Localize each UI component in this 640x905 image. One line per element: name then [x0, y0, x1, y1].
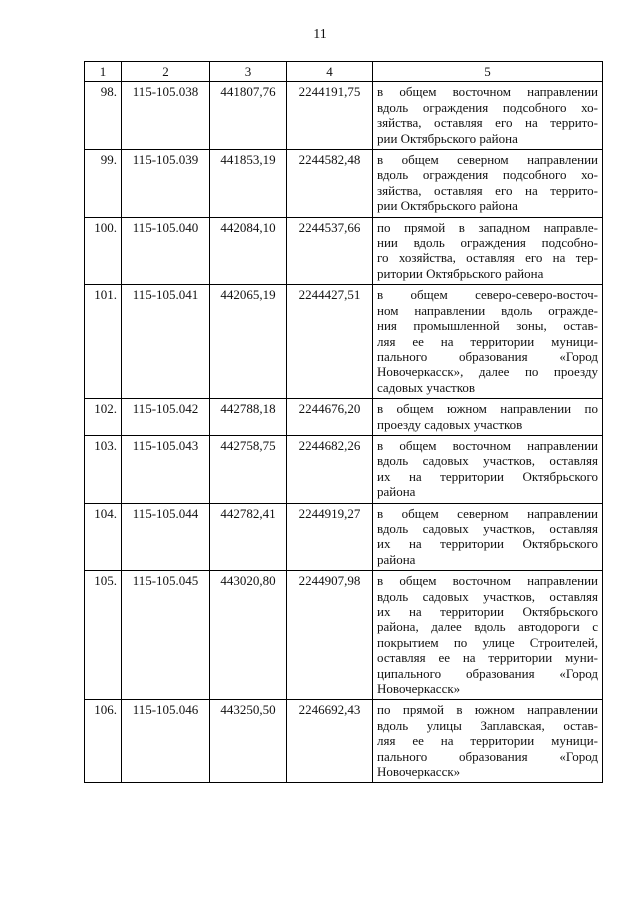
- boundary-description-cell: [373, 150, 603, 218]
- description-line: ляя ее на территории муници-: [377, 733, 598, 749]
- description-line: ния промышленной зоны, остав-: [377, 318, 598, 334]
- y-coordinate-cell: 2244582,48: [287, 150, 373, 218]
- x-coordinate-cell: 442758,75: [210, 435, 287, 503]
- x-coordinate-cell: 443250,50: [210, 700, 287, 783]
- y-coordinate-cell: 2244919,27: [287, 503, 373, 571]
- table-row: [85, 150, 603, 218]
- description-line: рии Октябрьского района: [377, 130, 518, 146]
- description-line: нии вдоль ограждения подсобно-: [377, 235, 598, 251]
- description-line: го хозяйства, оставляя его на тер-: [377, 250, 598, 266]
- description-line: пального образования «Город: [377, 748, 598, 764]
- description-line: садовых участков: [377, 379, 475, 395]
- description-line: по прямой в западном направле-: [377, 219, 598, 235]
- description-line: района, далее вдоль автодороги с: [377, 619, 598, 635]
- description-line: вдоль садовых участков, оставляя: [377, 520, 598, 536]
- y-coordinate-cell: 2246692,43: [287, 700, 373, 783]
- header-col-4: 4: [287, 62, 373, 82]
- description-line: вдоль садовых участков, оставляя: [377, 588, 598, 604]
- boundary-description-cell: [373, 285, 603, 399]
- description-line: покрытием по улице Строителей,: [377, 634, 598, 650]
- x-coordinate-cell: 442084,10: [210, 217, 287, 285]
- table-row: [85, 399, 603, 436]
- header-col-1: 1: [85, 62, 122, 82]
- description-line: проезду садовых участков: [377, 416, 523, 432]
- x-coordinate-cell: 442782,41: [210, 503, 287, 571]
- boundary-description-cell: [373, 82, 603, 150]
- point-code-cell: 115-105.046: [122, 700, 210, 783]
- description-line: зяйства, оставляя его на террито-: [377, 115, 598, 131]
- description-line: вдоль ограждения подсобного хо-: [377, 99, 598, 115]
- point-number-cell: 99.: [85, 150, 122, 218]
- header-col-5: 5: [373, 62, 603, 82]
- description-line: в общем восточном направлении: [377, 573, 598, 589]
- table-row: [85, 503, 603, 571]
- description-line: в общем восточном направлении: [377, 437, 598, 453]
- table-header-row: [85, 62, 603, 82]
- description-line: их на территории Октябрьского: [377, 604, 598, 619]
- y-coordinate-cell: 2244191,75: [287, 82, 373, 150]
- x-coordinate-cell: 443020,80: [210, 571, 287, 700]
- table-row: [85, 435, 603, 503]
- x-coordinate-cell: 441853,19: [210, 150, 287, 218]
- table-row: [85, 571, 603, 700]
- boundary-description-cell: [373, 700, 603, 783]
- boundary-points-table: [84, 61, 603, 783]
- boundary-description-cell: [373, 399, 603, 436]
- description-line: в общем северном направлении: [377, 505, 598, 521]
- description-line: вдоль садовых участков, оставляя: [377, 453, 598, 469]
- description-line: их на территории Октябрьского: [377, 536, 598, 552]
- boundary-description-cell: [373, 571, 603, 700]
- description-line: в общем восточном направлении: [377, 84, 598, 100]
- y-coordinate-cell: 2244907,98: [287, 571, 373, 700]
- table-row: [85, 82, 603, 150]
- table-row: [85, 285, 603, 399]
- description-line: ципального образования «Город: [377, 665, 598, 681]
- description-line: Новочеркасск», далее по проезду: [377, 364, 598, 380]
- description-line: ляя ее на территории муници-: [377, 333, 598, 349]
- y-coordinate-cell: 2244676,20: [287, 399, 373, 436]
- y-coordinate-cell: 2244682,26: [287, 435, 373, 503]
- point-code-cell: 115-105.044: [122, 503, 210, 571]
- point-number-cell: 106.: [85, 700, 122, 783]
- page-number: 11: [313, 27, 327, 42]
- description-line: района: [377, 551, 416, 567]
- x-coordinate-cell: 441807,76: [210, 82, 287, 150]
- description-line: ритории Октябрьского района: [377, 265, 544, 281]
- description-line: оставляя ее на территории муни-: [377, 650, 598, 666]
- x-coordinate-cell: 442065,19: [210, 285, 287, 399]
- description-line: в общем северо-северо-восточ-: [377, 287, 598, 303]
- description-line: по прямой в южном направлении: [377, 702, 598, 718]
- point-number-cell: 103.: [85, 435, 122, 503]
- description-line: пального образования «Город: [377, 348, 598, 364]
- point-code-cell: 115-105.042: [122, 399, 210, 436]
- y-coordinate-cell: 2244427,51: [287, 285, 373, 399]
- description-line: ном направлении вдоль огражде-: [377, 302, 598, 318]
- table-row: [85, 700, 603, 783]
- point-number-cell: 105.: [85, 571, 122, 700]
- boundary-description-cell: [373, 503, 603, 571]
- boundary-description-cell: [373, 435, 603, 503]
- table-body: [85, 82, 603, 783]
- y-coordinate-cell: 2244537,66: [287, 217, 373, 285]
- table-row: [85, 217, 603, 285]
- point-number-cell: 101.: [85, 285, 122, 399]
- header-col-3: 3: [210, 62, 287, 82]
- point-number-cell: 104.: [85, 503, 122, 571]
- point-code-cell: 115-105.039: [122, 150, 210, 218]
- description-line: рии Октябрьского района: [377, 198, 518, 214]
- point-code-cell: 115-105.041: [122, 285, 210, 399]
- point-number-cell: 98.: [85, 82, 122, 150]
- description-line: Новочеркасск»: [377, 681, 461, 697]
- description-line: зяйства, оставляя его на террито-: [377, 182, 598, 198]
- description-line: Новочеркасск»: [377, 764, 461, 780]
- point-code-cell: 115-105.040: [122, 217, 210, 285]
- x-coordinate-cell: 442788,18: [210, 399, 287, 436]
- boundary-description-cell: [373, 217, 603, 285]
- point-number-cell: 100.: [85, 217, 122, 285]
- description-line: района: [377, 484, 416, 500]
- description-line: их на территории Октябрьского: [377, 468, 598, 484]
- point-code-cell: 115-105.043: [122, 435, 210, 503]
- point-code-cell: 115-105.038: [122, 82, 210, 150]
- description-line: вдоль улицы Заплавская, остав-: [377, 717, 598, 733]
- description-line: в общем южном направлении по: [377, 401, 598, 417]
- header-col-2: 2: [122, 62, 210, 82]
- point-number-cell: 102.: [85, 399, 122, 436]
- description-line: в общем северном направлении: [377, 152, 598, 168]
- point-code-cell: 115-105.045: [122, 571, 210, 700]
- description-line: вдоль ограждения подсобного хо-: [377, 167, 598, 183]
